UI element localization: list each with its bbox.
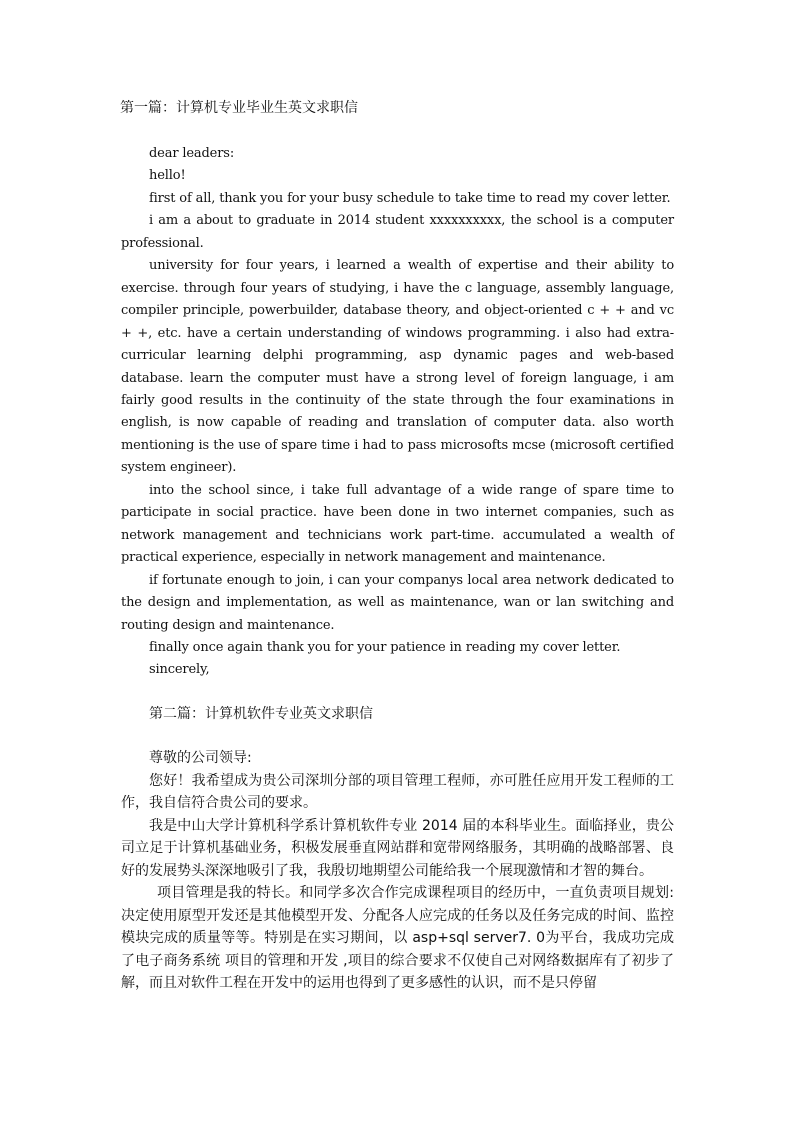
english-cover-letter	[121, 143, 674, 682]
paragraph: if fortunate enough to join, i can your companys local area network dedicated to the design and implementation, as well as maintenance, wan or lan switching and routing design and maintenance.	[121, 572, 674, 633]
paragraph: finally once again thank you for your patience in reading my cover letter.	[149, 639, 621, 655]
paragraph: into the school since, i take full advantage of a wide range of spare time to participate in social practice. have been done in two internet companies, such as network management and technicians work part-time. accumulated a wealth of practical experience, especially in network management and maintenance.	[121, 482, 674, 566]
greeting: hello!	[149, 168, 186, 184]
paragraph: first of all, thank you for your busy schedule to take time to read my cover letter.	[149, 190, 671, 206]
section-title-part1: 第一篇：计算机专业毕业生英文求职信	[120, 100, 358, 116]
paragraph: i am a about to graduate in 2014 student xxxxxxxxxx, the school is a computer professional.	[121, 213, 674, 251]
section-title-part2: 第二篇：计算机软件专业英文求职信	[149, 706, 373, 722]
paragraph: 您好！我希望成为贵公司深圳分部的项目管理工程师，亦可胜任应用开发工程师的工作，我自信符合贵公司的要求。	[121, 772, 674, 811]
paragraph: university for four years, i learned a wealth of expertise and their ability to exercise. through four years of studying, i have the c language, assembly language, compiler principle, powerbuilder, database theory, and object-oriented c + + and vc + +, etc. have a certain understanding of windows programming. i also had extra-curricular learning delphi programming, asp dynamic pages and web-based database. learn the computer must have a strong level of foreign language, i am fairly good results in the continuity of the state through the four examinations in english, is now capable of reading and translation of computer data. also worth mentioning is the use of spare time i had to pass microsofts mcse (microsoft certified system engineer).	[121, 258, 674, 476]
salutation: dear leaders:	[149, 146, 235, 161]
paragraph: 我是中山大学计算机科学系计算机软件专业 2014 届的本科毕业生。面临择业，贵公司立足于计算机基础业务，积极发展垂直网站群和宽带网络服务，其明确的战略部署、良好的发展势头深深地吸引了我，我殷切地期望公司能给我一个展现激情和才智的舞台。	[121, 817, 674, 879]
paragraph: 项目管理是我的特长。和同学多次合作完成课程项目的经历中，一直负责项目规划: 决定使用原型开发还是其他模型开发、分配各人应完成的任务以及任务完成的时间、监控模块完成的质量等等。特别是在实习期间，以 asp+sql server7. 0为平台，我成功完成了电子商务系统 项目的管理和开发 ,项目的综合要求不仅使自己对网络数据库有了初步了解，而且对软件工程在开发中的运用也得到了更多感性的认识，而不是只停留	[121, 885, 674, 991]
chinese-cover-letter	[121, 747, 674, 995]
salutation: 尊敬的公司领导:	[149, 750, 252, 766]
closing: sincerely,	[149, 662, 210, 678]
